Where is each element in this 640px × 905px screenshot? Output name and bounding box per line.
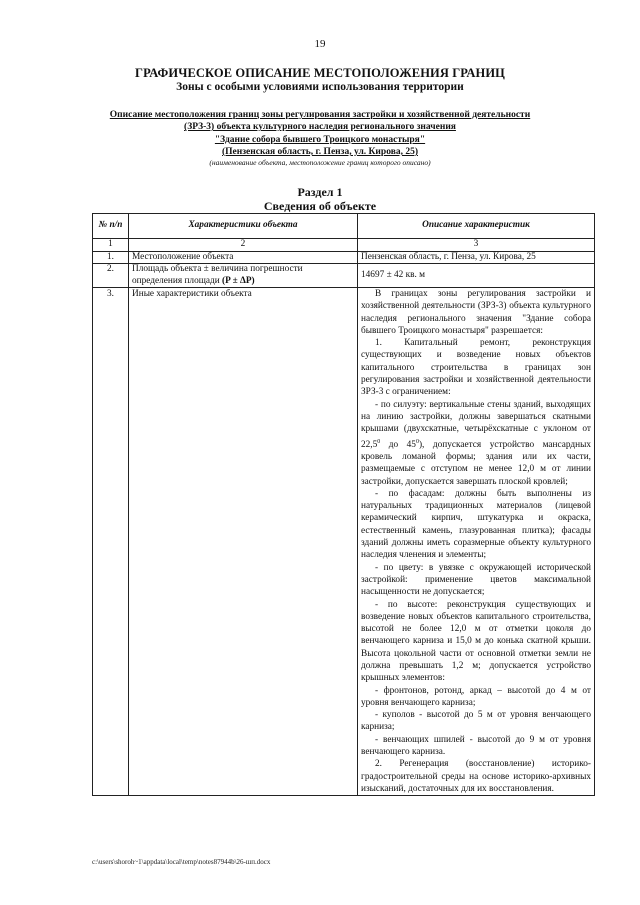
paragraph: - венчающих шпилей - высотой до 9 м от уровня венчающего карниза. — [361, 734, 591, 758]
paragraph: - фронтонов, ротонд, аркад – высотой до 4 м от уровня венчающего карниза; — [361, 685, 591, 708]
row-value: Пензенская область, г. Пенза, ул. Кирова, 25 — [358, 252, 595, 264]
table-row — [93, 288, 595, 796]
index-cell: 2 — [129, 239, 358, 252]
object-info-table — [92, 213, 595, 796]
index-cell: 1 — [93, 239, 129, 252]
paragraph: 1. Капитальный ремонт, реконструкция существующих и возведение новых объектов капитального строительства в границах зон регулирования застройки и хозяйственной деятельности ЗРЗ-3 с ограничением: — [361, 338, 591, 398]
row-characteristic — [129, 264, 358, 288]
object-description — [90, 109, 550, 158]
table-header-row — [93, 214, 595, 239]
document-subtitle: Зоны с особыми условиями использования территории — [176, 81, 464, 93]
paragraph: - по фасадам: должны быть выполнены из натуральных традиционных материалов (лицевой керамический кирпич, штукатурка и окраска, естественный камень, глазурованная плитка); фасады зданий должны иметь соразмерные объекту культурного наследия членения и элементы; — [361, 488, 591, 561]
header-description: Описание характеристик — [358, 214, 595, 239]
row-value — [358, 288, 595, 796]
row-characteristic-formula: (P ± ΔP) — [222, 275, 255, 286]
paragraph-text: ), допускается устройство мансардных кровель ломаной формы; здания или их части, размещаемые с отступом не менее 12,0 м от линии застройки, допускается завершать плоской кровлей; — [361, 439, 591, 487]
table-row — [93, 252, 595, 264]
row-characteristic: Местоположение объекта — [129, 252, 358, 264]
row-number: 1. — [93, 252, 129, 264]
paragraph-slope — [361, 399, 591, 488]
table-row — [93, 264, 595, 288]
paragraph: - по высоте: реконструкция существующих и возведение новых объектов капитального строительства, высотой не более 12,0 м от отметки цоколя до венчающего карниза и 15,0 м до конька скатной крыши. Высота цокольной части от основной отметки земли не должна превышать 1,2 м; допускается устройство крышных элементов: — [361, 599, 591, 684]
description-note: (наименование объекта, местоположение границ которого описано) — [209, 158, 431, 167]
degree-mark: 0 — [377, 438, 381, 445]
desc-line: (Пензенская область, г. Пенза, ул. Кирова, 25) — [222, 146, 418, 157]
row-value: 14697 ± 42 кв. м — [358, 264, 595, 288]
row-characteristic-text: Площадь объекта ± величина погрешности определения площади — [132, 264, 303, 286]
paragraph: - по цвету: в увязке с окружающей исторической застройкой: применение цветов максимальной насыщенности не допускается; — [361, 562, 591, 598]
desc-line: "Здание собора бывшего Троицкого монастыря" — [214, 134, 426, 145]
footer-file-path: c:\users\shoroh~1\appdata\local\temp\notes87944b\26-шп.docx — [92, 858, 271, 866]
paragraph-text: до 45 — [388, 439, 416, 450]
header-number: № п/п — [93, 214, 129, 239]
document-title: ГРАФИЧЕСКОЕ ОПИСАНИЕ МЕСТОПОЛОЖЕНИЯ ГРАНИЦ — [135, 66, 505, 80]
index-cell: 3 — [358, 239, 595, 252]
page-number: 19 — [314, 38, 326, 50]
table-index-row — [93, 239, 595, 252]
desc-line: Описание местоположения границ зоны регулирования застройки и хозяйственной деятельности — [109, 110, 531, 120]
section-subtitle: Сведения об объекте — [263, 199, 377, 213]
desc-line: (ЗРЗ-3) объекта культурного наследия регионального значения — [184, 122, 456, 133]
paragraph: - куполов - высотой до 5 м от уровня венчающего карниза; — [361, 710, 591, 733]
row-characteristic: Иные характеристики объекта — [129, 288, 358, 796]
paragraph: 2. Регенерация (восстановление) историко-градостроительной среды на основе историко-архивных изысканий, достаточных для их восстановления. — [361, 759, 591, 794]
row-number: 3. — [93, 288, 129, 796]
section-title: Раздел 1 — [297, 185, 343, 199]
paragraph: В границах зоны регулирования застройки и хозяйственной деятельности (ЗРЗ-3) объекта культурного наследия регионального значения "Здание собора бывшего Троицкого монастыря" разрешается: — [361, 289, 591, 336]
header-characteristic: Характеристики объекта — [129, 214, 358, 239]
paragraph-text: - по силуэту: вертикальные стены зданий, выходящих на линию застройки, должны завершаться скатными крышами (двухскатные, четырёхскатные с уклоном от 22,5 — [361, 399, 591, 450]
degree-mark: 0 — [415, 438, 419, 445]
row-number: 2. — [93, 264, 129, 288]
